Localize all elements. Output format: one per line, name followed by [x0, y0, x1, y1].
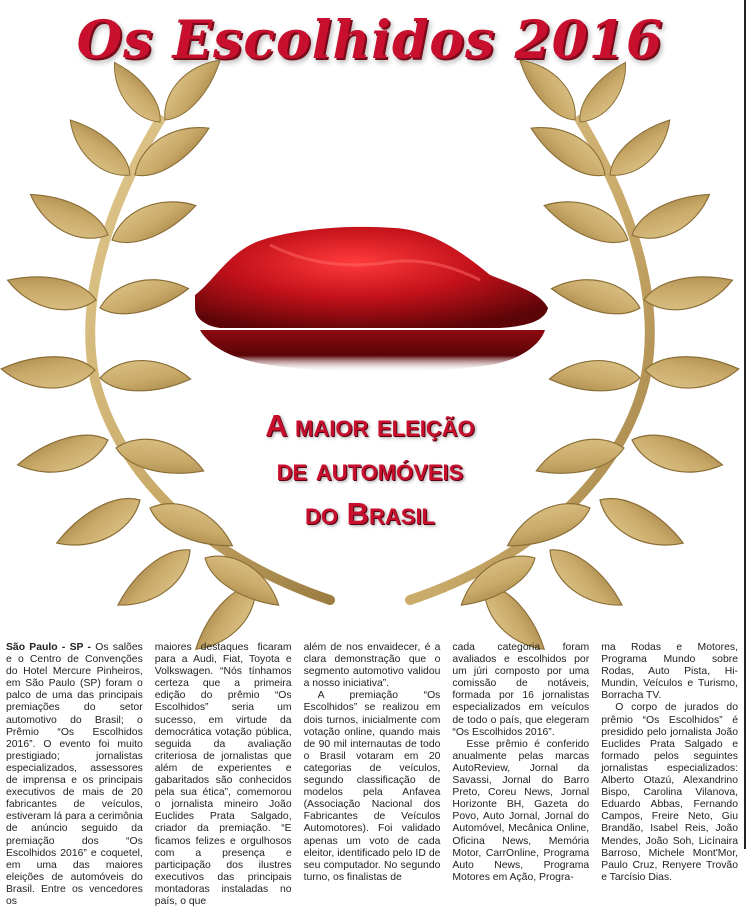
headline-line-3: do Brasil: [305, 496, 435, 531]
article-column-5: [601, 642, 738, 883]
article-text: Os salões e o Centro de Convenções do Hotel Mercure Pinheiros, em São Paulo (SP) foram o palco de uma das principais premiações do setor automotivo do Brasil; o Prêmio “Os Escolhidos 2016”. O evento foi muito prestigiado; jornalistas especializados, assessores de imprensa e os principais executivos de mais de 20 fabricantes de veículos, estiveram lá para a cerimônia de anúncio seguido da premiação dos “Os Escolhidos 2016” e coquetel, em uma das maiores eleições de automóveis do Brasil. Entre os vencedores os: [6, 642, 143, 907]
page-title: Os Escolhidos 2016: [76, 10, 664, 71]
article-column-4: [452, 642, 590, 883]
article-body: [6, 642, 738, 907]
headline: [180, 404, 560, 536]
article-text: maiores destaques ficaram para a Audi, Fiat, Toyota e Volkswagen. “Nós tínhamos certeza que a primeira edição do prêmio “Os Escolhidos” seria um sucesso, em virtude da democrática votação pública, seguida da avaliação criteriosa de jornalistas que além de experientes e gabaritados são conhecidos pela sua ética”, comemorou o jornalista mineiro João Euclides Prata Salgado, criador da premiação. “E ficamos felizes e orgulhosos com a presença e participação dos ilustres executivos das principais montadoras instaladas no país, o que: [154, 642, 292, 907]
headline-line-2: de automóveis: [276, 452, 464, 487]
article-text: Esse prêmio é conferido anualmente pelas marcas AutoReview, Jornal da Savassi, Jornal do Barro Preto, Coreu News, Jornal Horizonte BH, Gazeta do Povo, Auto Jornal, Jornal do Automóvel, Mecânica Online, Oficina News, Memória Motor, CarrOnline, Programa Auto News, Programa Motores em Ação, Progra-: [452, 738, 590, 883]
article-column-3: [303, 642, 441, 883]
article-text: ma Rodas e Motores, Programa Mundo sobre Rodas, Auto Pista, Hi-Mundin, Veículos e Turismo, Borracha TV.: [601, 642, 738, 702]
article-text: A premiação “Os Escolhidos” se realizou em dois turnos, inicialmente com votação online, quando mais de 90 mil internautas de todo o Brasil votaram em 20 categorias de veículos, segundo classificação de modelos pela Anfavea (Associação Nacional dos Fabricantes de Veículos Automotores). Foi validado apenas um voto de cada eleitor, identificado pelo ID de seu computador. No segundo turno, os finalistas de: [303, 690, 441, 883]
covered-car-icon: [195, 227, 548, 373]
article-column-2: [154, 642, 292, 907]
article-text: além de nos envaidecer, é a clara demonstração que o segmento automotivo validou a nosso iniciativa”.: [303, 642, 441, 690]
article-dateline: São Paulo - SP -: [6, 642, 91, 653]
headline-line-1: A maior eleição: [265, 408, 475, 443]
article-column-1: [6, 642, 143, 907]
article-text: cada categoria foram avaliados e escolhidos por um júri composto por uma comissão de notáveis, formada por 16 jornalistas especializados em veículos de todo o país, que elegeram “Os Escolhidos 2016”.: [452, 642, 590, 738]
laurel-wreath-icon: [0, 80, 740, 640]
article-text: O corpo de jurados do prêmio “Os Escolhidos” é presidido pelo jornalista João Euclides Prata Salgado e formado pelos seguintes jornalistas especializados: Alberto Otazú, Alexandrino Bispo, Carolina Vilanova, Eduardo Abbas, Fernando Campos, Freire Neto, Giu Brandão, Isabel Reis, João Mendes, João Soh, Licínaira Barroso, Michele Mont'Mor, Paulo Cruz, Renyere Trovão e Tarcísio Dias.: [601, 702, 738, 883]
